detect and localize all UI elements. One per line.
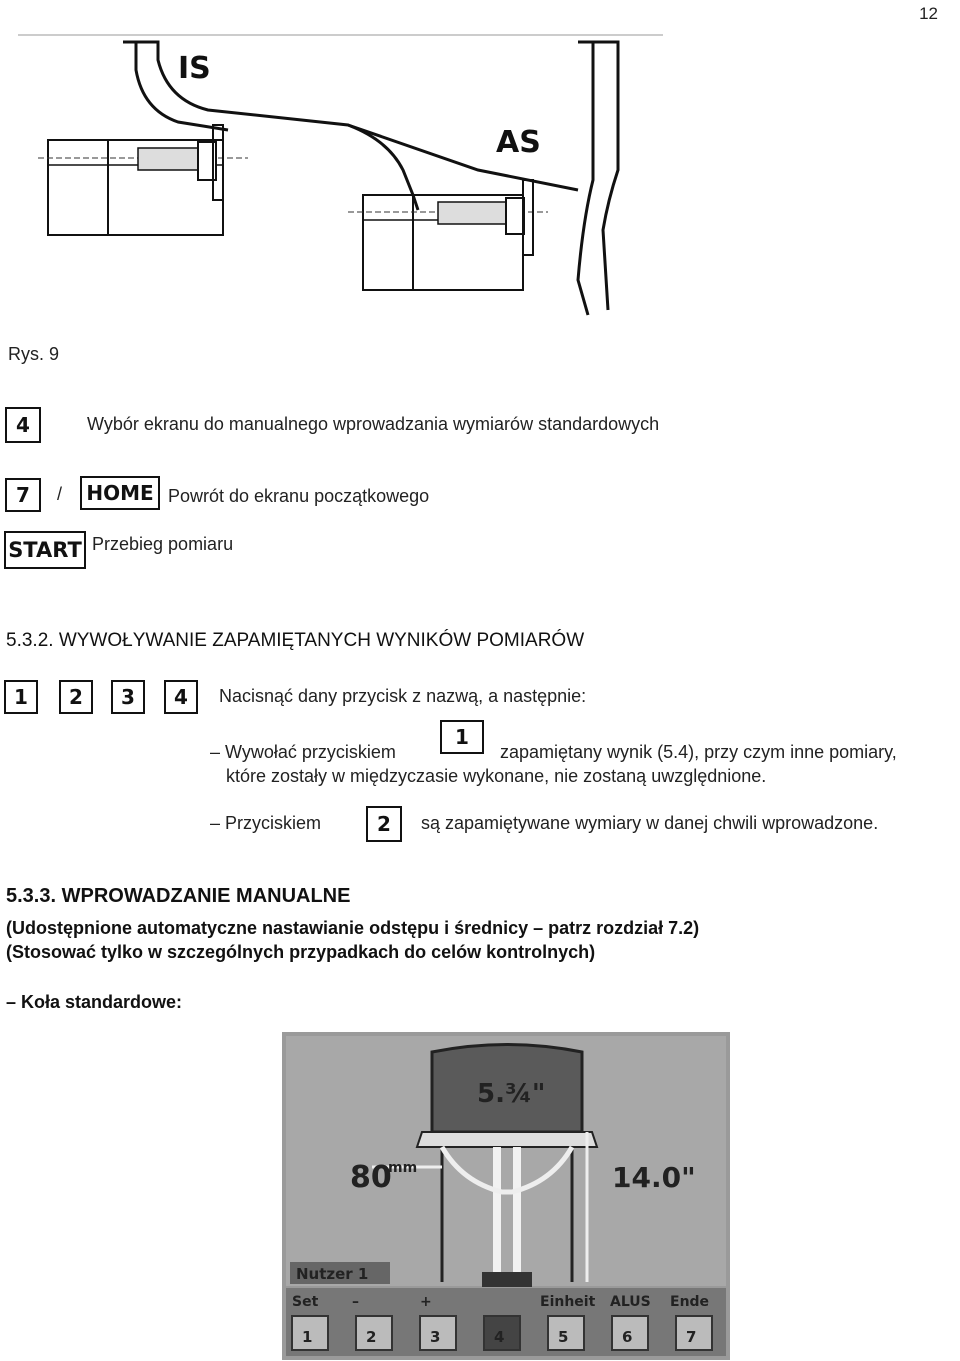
- section-intro: Nacisnąć dany przycisk z nazwą, a następnie:: [219, 686, 587, 706]
- softkey-alus: ALUS: [610, 1294, 651, 1310]
- key-1[interactable]: 1: [4, 680, 38, 714]
- figure-caption: Rys. 9: [8, 344, 60, 364]
- standard-wheels-label: – Koła standardowe:: [6, 992, 183, 1012]
- key-4[interactable]: 4: [5, 407, 41, 443]
- softkey-plus: +: [420, 1294, 432, 1310]
- section-note: (Udostępnione automatyczne nastawianie odstępu i średnicy – patrz rozdział 7.2): [6, 918, 700, 938]
- is-label: IS: [178, 51, 211, 86]
- softkey-number: 7: [686, 1328, 697, 1346]
- key-home[interactable]: HOME: [80, 476, 160, 510]
- key-2[interactable]: 2: [366, 806, 402, 842]
- softkey-number: 3: [430, 1328, 441, 1346]
- softkey-minus: –: [352, 1294, 359, 1310]
- section-heading: 5.3.3. WPROWADZANIE MANUALNE: [6, 885, 351, 907]
- separator-slash: /: [57, 484, 63, 504]
- key-7[interactable]: 7: [5, 478, 41, 512]
- key-1[interactable]: 1: [440, 720, 484, 754]
- item1-suffix: zapamiętany wynik (5.4), przy czym inne pomiary,: [500, 742, 897, 762]
- diameter-label: 14.0": [612, 1161, 696, 1194]
- softkey-ende: Ende: [670, 1294, 710, 1310]
- section-note: (Stosować tylko w szczególnych przypadkach do celów kontrolnych): [6, 942, 596, 962]
- softkey-number: 1: [302, 1328, 313, 1346]
- item1-prefix: – Wywołać przyciskiem: [210, 742, 396, 762]
- instruction-text: Wybór ekranu do manualnego wprowadzania wymiarów standardowych: [87, 414, 660, 434]
- softkey-number: 4: [494, 1328, 505, 1346]
- distance-unit: mm: [388, 1160, 418, 1176]
- page-number: 12: [919, 4, 938, 23]
- section-heading: 5.3.2. WYWOŁYWANIE ZAPAMIĘTANYCH WYNIKÓW POMIARÓW: [6, 630, 585, 651]
- key-3[interactable]: 3: [111, 680, 145, 714]
- balancer-screen-photo: [282, 1032, 730, 1360]
- softkey-number: 2: [366, 1328, 377, 1346]
- softkey-einheit: Einheit: [540, 1294, 596, 1310]
- instruction-text: Powrót do ekranu początkowego: [168, 486, 430, 506]
- softkey-set: Set: [292, 1294, 319, 1310]
- softkey-number: 5: [558, 1328, 569, 1346]
- softkey-number: 6: [622, 1328, 633, 1346]
- item2-prefix: – Przyciskiem: [210, 813, 322, 833]
- item2-suffix: są zapamiętywane wymiary w danej chwili wprowadzone.: [421, 813, 879, 833]
- rim-cross-section-figure: [18, 30, 678, 330]
- rim-width-label: 5.¾": [477, 1079, 546, 1109]
- key-start[interactable]: START: [4, 531, 86, 569]
- item1-line2: które zostały w międzyczasie wykonane, nie zostaną uwzględnione.: [226, 766, 767, 786]
- key-2[interactable]: 2: [59, 680, 93, 714]
- key-4[interactable]: 4: [164, 680, 198, 714]
- distance-value: 80: [350, 1160, 392, 1195]
- user-label: Nutzer 1: [296, 1265, 369, 1283]
- as-label: AS: [496, 125, 541, 160]
- instruction-text: Przebieg pomiaru: [92, 534, 234, 554]
